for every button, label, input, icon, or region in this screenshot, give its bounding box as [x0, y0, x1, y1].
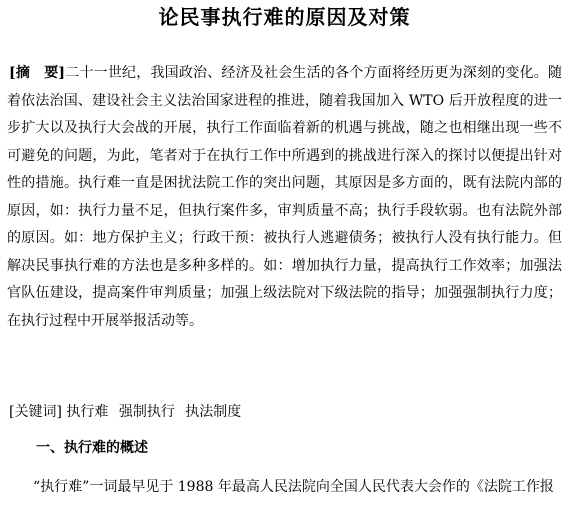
abstract-text: 二十一世纪，我国政治、经济及社会生活的各个方面将经历更为深刻的变化。随着依法治国、建设社会主义法治国家进程的推进，随着我国加入 WTO 后开放程度的进一步扩大以及执行大会战的开展，执行工作面临着新的机遇与挑战，随之也相继出现一些不可避免的问题，为此，笔者对于在执行工作中所遇到的挑战进行深入的探讨以便提出针对性的措施。执行难一直是困扰法院工作的突出问题，其原因是多方面的，既有法院内部的原因，如：执行力量不足，但执行案件多，审判质量不高；执行手段软弱。也有法院外部的原因。如：地方保护主义；行政干预：被执行人逃避债务；被执行人没有执行能力。但解决民事执行难的方法也是多种多样的。如：增加执行力量，提高执行工作效率；加强法官队伍建设，提高案件审判质量；加强上级法院对下级法院的指导；加强强制执行力度；在执行过程中开展举报活动等。	[7, 65, 562, 329]
abstract-label: [摘 要]	[9, 65, 66, 81]
document-title: 论民事执行难的原因及对策	[158, 5, 411, 29]
abstract-paragraph	[7, 60, 562, 335]
section-heading: 一、执行难的概述	[36, 440, 148, 456]
body-paragraph: “执行难”一词最早见于 1988 年最高人民法院向全国人民代表大会作的《法院工作报	[33, 479, 554, 495]
keyword-item: 执法制度	[185, 404, 242, 420]
keyword-item: 强制执行	[118, 404, 175, 420]
keywords-label: [关键词]	[9, 404, 62, 420]
keyword-item: 执行难	[66, 404, 109, 420]
keywords-line	[9, 400, 559, 424]
